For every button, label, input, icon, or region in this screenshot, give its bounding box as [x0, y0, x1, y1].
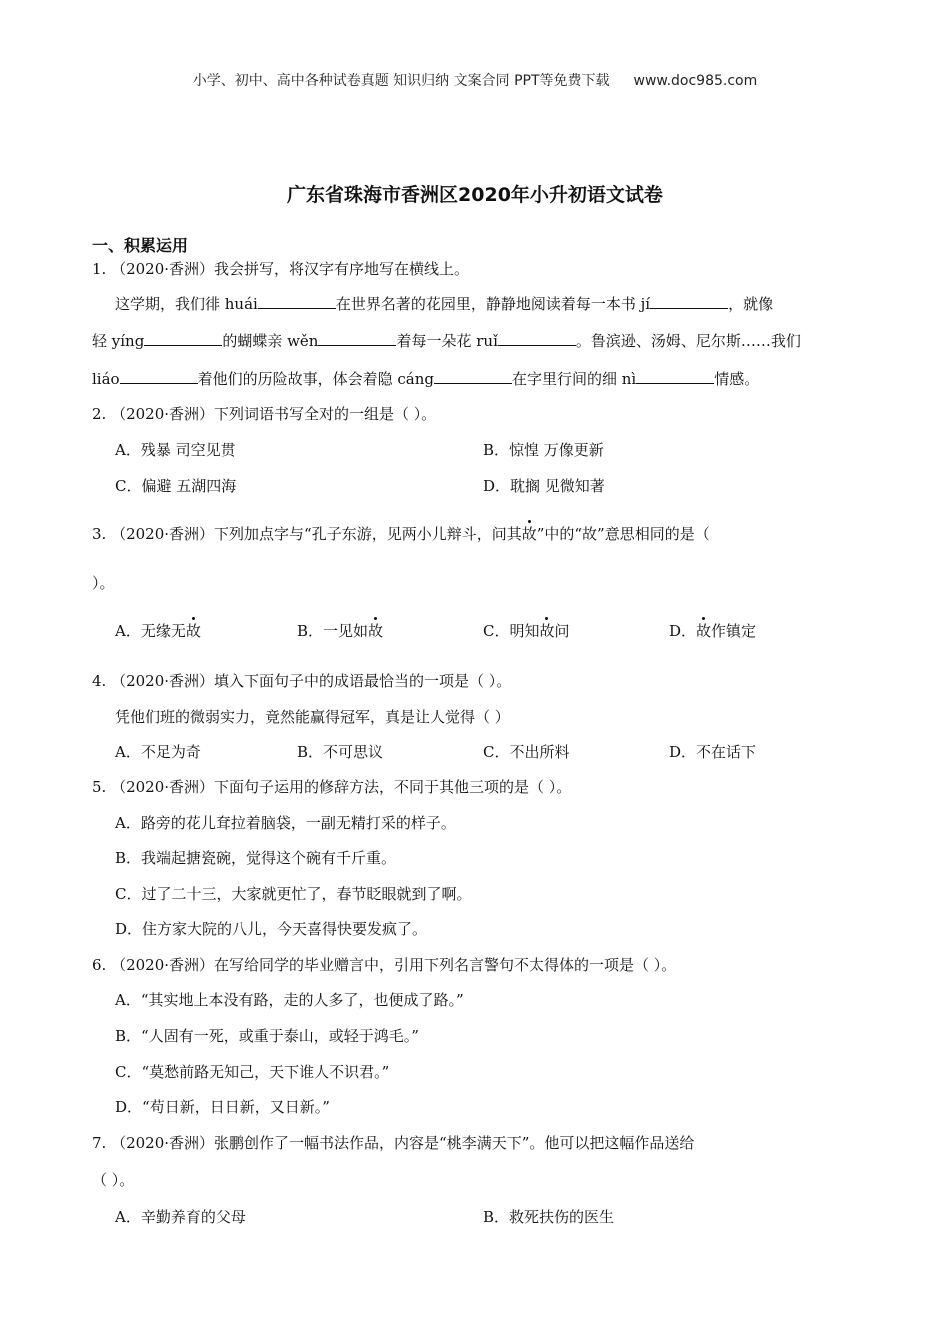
q6-option-c[interactable]: C．“莫愁前路无知己，天下谁人不识君。”	[115, 1063, 390, 1081]
q5-option-a[interactable]: A．路旁的花儿耷拉着脑袋，一副无精打采的样子。	[115, 814, 456, 832]
q3-stem	[92, 524, 710, 544]
q2-stem: 2. （2020·香洲）下列词语书写全对的一组是（ ）。	[92, 405, 437, 423]
q5-option-d[interactable]: D．住方家大院的八儿，今天喜得快要发疯了。	[115, 920, 428, 938]
q2-option-a[interactable]: A．残暴 司空见贯	[115, 441, 236, 459]
option-text: C．明知	[483, 622, 540, 640]
q5-option-c[interactable]: C．过了二十三，大家就更忙了，春节眨眼就到了啊。	[115, 885, 472, 903]
q4-option-a[interactable]: A．不足为奇	[115, 743, 201, 761]
q2-option-b[interactable]: B．惊惶 万像更新	[483, 441, 604, 459]
page-header	[0, 70, 950, 90]
q7-option-b[interactable]: B．救死扶伤的医生	[483, 1208, 615, 1226]
q3-option-c[interactable]	[483, 621, 570, 641]
answer-blank[interactable]	[434, 369, 512, 384]
q1-text: ，就像	[728, 295, 774, 313]
answer-blank[interactable]	[318, 331, 396, 346]
answer-blank[interactable]	[650, 294, 728, 309]
q3-stem-cont: ）。	[92, 574, 115, 592]
q1-paragraph-line1	[115, 294, 773, 314]
q1-paragraph-line3	[92, 369, 759, 389]
q6-option-b[interactable]: B．“人固有一死，或重于泰山，或轻于鸿毛。”	[115, 1027, 419, 1045]
q1-paragraph-line2	[92, 331, 801, 351]
answer-blank[interactable]	[636, 369, 714, 384]
answer-blank[interactable]	[498, 331, 576, 346]
q7-stem: 7. （2020·香洲）张鹏创作了一幅书法作品，内容是“桃李满天下”。他可以把这幅作品送给	[92, 1134, 695, 1152]
q6-option-a[interactable]: A．“其实地上本没有路，走的人多了，也便成了路。”	[115, 991, 464, 1009]
q1-text: liáo	[92, 370, 120, 388]
page-title: 广东省珠海市香洲区2020年小升初语文试卷	[287, 184, 663, 206]
q1-text: 这学期，我们徘 huái	[115, 295, 258, 313]
q3-text: ”中的“故”意思相同的是（	[536, 525, 710, 543]
answer-blank[interactable]	[120, 369, 198, 384]
q1-text: 在字里行间的细 nì	[511, 370, 637, 388]
q6-option-d[interactable]: D．“苟日新，日日新，又日新。”	[115, 1098, 330, 1116]
q3-option-a[interactable]	[115, 621, 201, 641]
option-text: 问	[554, 622, 570, 640]
answer-blank[interactable]	[144, 331, 222, 346]
q4-option-d[interactable]: D．不在话下	[669, 743, 757, 761]
dotted-char: 故	[368, 622, 384, 640]
q1-text: 着他们的历险故事，体会着隐 cáng	[197, 370, 434, 388]
dotted-char: 故	[539, 622, 555, 640]
option-text: A．无缘无	[115, 622, 186, 640]
q1-text: 在世界名著的花园里，静静地阅读着每一本书 jí	[335, 295, 651, 313]
q7-stem-cont: （ ）。	[92, 1171, 135, 1189]
answer-blank[interactable]	[258, 294, 336, 309]
q4-stem: 4. （2020·香洲）填入下面句子中的成语最恰当的一项是（ ）。	[92, 672, 512, 690]
q7-option-a[interactable]: A．辛勤养育的父母	[115, 1208, 246, 1226]
option-text: B．一见如	[297, 622, 369, 640]
header-url[interactable]: www.doc985.com	[633, 73, 758, 89]
section-heading: 一、积累运用	[92, 236, 189, 255]
header-text: 小学、初中、高中各种试卷真题 知识归纳 文案合同 PPT等免费下载	[192, 73, 610, 89]
q6-stem: 6. （2020·香洲）在写给同学的毕业赠言中，引用下列名言警句不太得体的一项是（ ）。	[92, 956, 677, 974]
option-text: D．	[669, 622, 697, 640]
q2-option-d[interactable]: D．耽搁 见微知著	[483, 477, 605, 495]
q2-option-c[interactable]: C．偏避 五湖四海	[115, 477, 237, 495]
q1-text: 轻 yíng	[92, 332, 145, 350]
q5-option-b[interactable]: B．我端起搪瓷碗，觉得这个碗有千斤重。	[115, 849, 397, 867]
q1-text: 着每一朵花 ruǐ	[396, 332, 498, 350]
q4-option-c[interactable]: C．不出所料	[483, 743, 570, 761]
q4-sentence: 凭他们班的微弱实力，竟然能赢得冠军，真是让人觉得（ ）	[115, 708, 510, 726]
q1-text: 情感。	[714, 370, 760, 388]
dotted-char: 故	[521, 525, 537, 543]
dotted-char: 故	[185, 622, 201, 640]
q4-option-b[interactable]: B．不可思议	[297, 743, 384, 761]
q1-text: 。鲁滨逊、汤姆、尼尔斯……我们	[575, 332, 801, 350]
option-text: 作镇定	[711, 622, 757, 640]
q3-text: 3. （2020·香洲）下列加点字与“孔子东游，见两小儿辩斗，问其	[92, 525, 522, 543]
q3-option-b[interactable]	[297, 621, 383, 641]
q1-text: 的蝴蝶亲 wěn	[222, 332, 319, 350]
q1-stem: 1. （2020·香洲）我会拼写，将汉字有序地写在横线上。	[92, 260, 470, 278]
q3-option-d[interactable]	[669, 621, 756, 641]
q5-stem: 5. （2020·香洲）下面句子运用的修辞方法，不同于其他三项的是（ ）。	[92, 778, 572, 796]
dotted-char: 故	[696, 622, 712, 640]
